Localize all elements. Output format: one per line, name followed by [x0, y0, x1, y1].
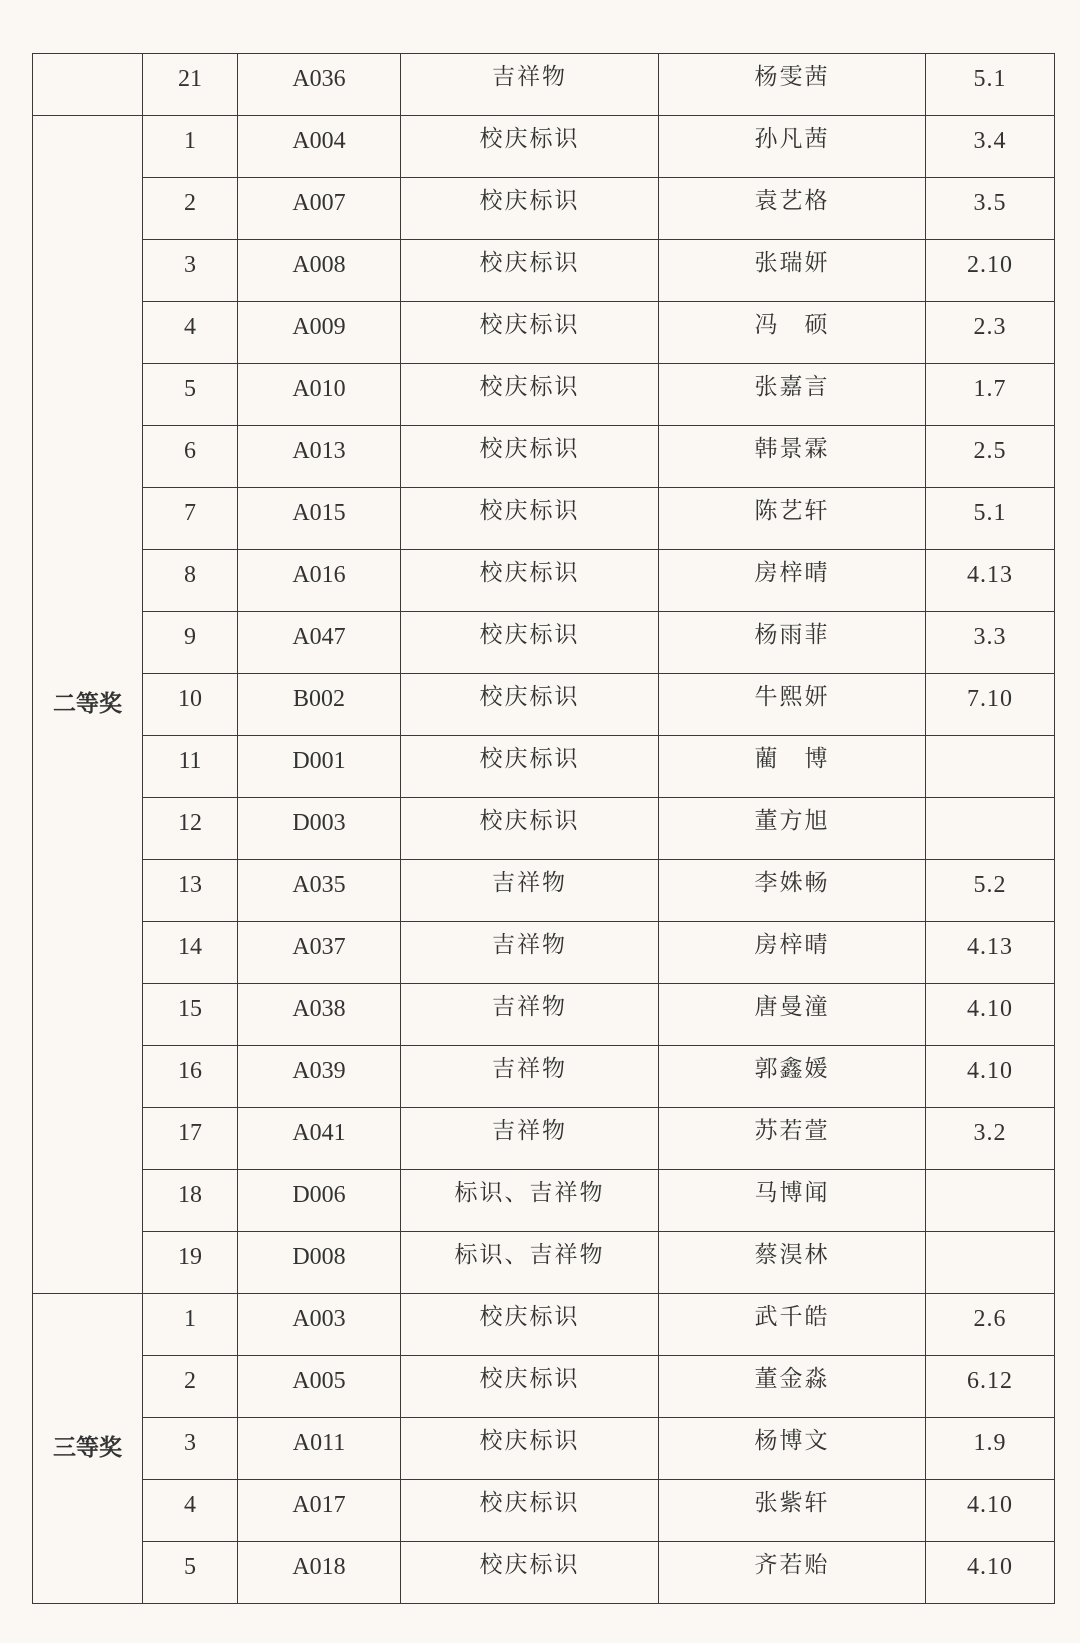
- award-level-cell: [33, 1294, 143, 1604]
- entry-number-cell: [143, 1232, 238, 1294]
- student-name-cell: [659, 488, 926, 550]
- class-number: 2.6: [973, 1306, 1007, 1332]
- student-name-cell: [659, 54, 926, 116]
- table-row: [33, 178, 1055, 240]
- class-number-cell: [926, 674, 1055, 736]
- work-category: 标识、吉祥物: [454, 1180, 605, 1206]
- class-number: 5.1: [973, 66, 1007, 92]
- work-category-cell: [401, 1542, 659, 1604]
- entry-number: 4: [184, 314, 196, 340]
- class-number-cell: [926, 302, 1055, 364]
- class-number: 2.3: [973, 314, 1007, 340]
- work-category-cell: [401, 240, 659, 302]
- student-name: 蔡淏林: [754, 1242, 830, 1268]
- entry-number-cell: [143, 54, 238, 116]
- entry-number: 16: [178, 1058, 202, 1084]
- work-code: A018: [292, 1554, 346, 1580]
- entry-number-cell: [143, 550, 238, 612]
- table-row: [33, 860, 1055, 922]
- work-category: 校庆标识: [479, 1428, 580, 1454]
- entry-number-cell: [143, 1356, 238, 1418]
- work-code-cell: [238, 860, 401, 922]
- student-name: 齐若贻: [754, 1552, 830, 1578]
- table-row: [33, 612, 1055, 674]
- work-code: A039: [292, 1058, 346, 1084]
- work-category: 校庆标识: [479, 1490, 580, 1516]
- student-name: 陈艺轩: [754, 498, 830, 524]
- student-name: 董金淼: [754, 1366, 830, 1392]
- entry-number-cell: [143, 674, 238, 736]
- student-name: 牛熙妍: [754, 684, 830, 710]
- student-name-cell: [659, 1232, 926, 1294]
- entry-number: 4: [184, 1492, 196, 1518]
- entry-number: 6: [184, 438, 196, 464]
- work-code: A017: [292, 1492, 346, 1518]
- class-number-cell: [926, 116, 1055, 178]
- work-category-cell: [401, 922, 659, 984]
- entry-number-cell: [143, 302, 238, 364]
- entry-number: 9: [184, 624, 196, 650]
- entry-number: 5: [184, 1554, 196, 1580]
- work-category: 校庆标识: [479, 622, 580, 648]
- entry-number-cell: [143, 1046, 238, 1108]
- work-code-cell: [238, 54, 401, 116]
- class-number-cell: [926, 178, 1055, 240]
- entry-number: 14: [178, 934, 202, 960]
- work-category-cell: [401, 426, 659, 488]
- work-category: 校庆标识: [479, 684, 580, 710]
- work-code-cell: [238, 984, 401, 1046]
- table-row: [33, 1418, 1055, 1480]
- student-name: 韩景霖: [754, 436, 830, 462]
- entry-number-cell: [143, 1542, 238, 1604]
- entry-number-cell: [143, 984, 238, 1046]
- work-category: 校庆标识: [479, 250, 580, 276]
- table-row: [33, 488, 1055, 550]
- work-code-cell: [238, 426, 401, 488]
- student-name-cell: [659, 1356, 926, 1418]
- class-number: 5.2: [973, 872, 1007, 898]
- work-code-cell: [238, 1294, 401, 1356]
- student-name-cell: [659, 550, 926, 612]
- work-code: A038: [292, 996, 346, 1022]
- work-category-cell: [401, 798, 659, 860]
- student-name-cell: [659, 178, 926, 240]
- work-category-cell: [401, 302, 659, 364]
- award-level: 三等奖: [53, 1435, 122, 1461]
- entry-number: 3: [184, 1430, 196, 1456]
- student-name: 杨博文: [754, 1428, 830, 1454]
- table-row: [33, 1294, 1055, 1356]
- student-name-cell: [659, 116, 926, 178]
- award-level: 二等奖: [53, 691, 122, 717]
- student-name-cell: [659, 674, 926, 736]
- class-number: 7.10: [967, 686, 1013, 712]
- work-code: A004: [292, 128, 346, 154]
- class-number: 4.10: [967, 996, 1013, 1022]
- work-category: 吉祥物: [492, 932, 567, 958]
- class-number-cell: [926, 488, 1055, 550]
- work-code: D003: [292, 810, 346, 836]
- work-category: 校庆标识: [479, 374, 580, 400]
- class-number: 4.10: [967, 1492, 1013, 1518]
- table-row: [33, 1480, 1055, 1542]
- work-code: A011: [292, 1430, 346, 1456]
- entry-number-cell: [143, 240, 238, 302]
- class-number: 3.3: [973, 624, 1007, 650]
- class-number-cell: [926, 1170, 1055, 1232]
- class-number: [926, 1170, 1054, 1183]
- work-category-cell: [401, 1232, 659, 1294]
- student-name: 张紫轩: [754, 1490, 830, 1516]
- class-number: 4.13: [967, 562, 1013, 588]
- work-category-cell: [401, 860, 659, 922]
- entry-number-cell: [143, 1480, 238, 1542]
- entry-number-cell: [143, 860, 238, 922]
- entry-number-cell: [143, 798, 238, 860]
- table-row: [33, 1356, 1055, 1418]
- award-level-cell: [33, 116, 143, 1294]
- entry-number: 8: [184, 562, 196, 588]
- table-row: [33, 984, 1055, 1046]
- table-row: [33, 1232, 1055, 1294]
- class-number-cell: [926, 1232, 1055, 1294]
- table-body: [33, 54, 1055, 1604]
- entry-number: 5: [184, 376, 196, 402]
- entry-number: 15: [178, 996, 202, 1022]
- student-name: 马博闻: [754, 1180, 830, 1206]
- work-category: 吉祥物: [492, 1118, 567, 1144]
- class-number-cell: [926, 550, 1055, 612]
- work-category: 吉祥物: [492, 870, 567, 896]
- class-number: 2.10: [967, 252, 1013, 278]
- award-level-cell: [33, 54, 143, 116]
- work-category-cell: [401, 550, 659, 612]
- table-row: [33, 426, 1055, 488]
- student-name-cell: [659, 984, 926, 1046]
- table-row: [33, 550, 1055, 612]
- work-code: A047: [292, 624, 346, 650]
- table-row: [33, 364, 1055, 426]
- work-code-cell: [238, 1418, 401, 1480]
- table-row: [33, 1542, 1055, 1604]
- student-name: 武千皓: [754, 1304, 830, 1330]
- student-name-cell: [659, 860, 926, 922]
- student-name: 董方旭: [754, 808, 830, 834]
- work-code-cell: [238, 1356, 401, 1418]
- table-row: [33, 1108, 1055, 1170]
- entry-number: 19: [178, 1244, 202, 1270]
- class-number: 3.2: [973, 1120, 1007, 1146]
- entry-number: 10: [178, 686, 202, 712]
- work-code: A005: [292, 1368, 346, 1394]
- entry-number-cell: [143, 1108, 238, 1170]
- work-code-cell: [238, 1046, 401, 1108]
- student-name: 张嘉言: [754, 374, 830, 400]
- work-code: A041: [292, 1120, 346, 1146]
- class-number-cell: [926, 1480, 1055, 1542]
- class-number: 1.7: [973, 376, 1007, 402]
- work-category-cell: [401, 364, 659, 426]
- work-code-cell: [238, 178, 401, 240]
- work-code-cell: [238, 798, 401, 860]
- entry-number: 2: [184, 1368, 196, 1394]
- entry-number-cell: [143, 178, 238, 240]
- entry-number: 2: [184, 190, 196, 216]
- class-number: [926, 798, 1054, 811]
- class-number: 5.1: [973, 500, 1007, 526]
- class-number: 3.5: [973, 190, 1007, 216]
- work-code-cell: [238, 1480, 401, 1542]
- class-number-cell: [926, 1294, 1055, 1356]
- work-code-cell: [238, 116, 401, 178]
- work-category: 校庆标识: [479, 560, 580, 586]
- class-number-cell: [926, 1418, 1055, 1480]
- table-row: [33, 736, 1055, 798]
- class-number: 4.10: [967, 1554, 1013, 1580]
- class-number-cell: [926, 1046, 1055, 1108]
- table-row: [33, 302, 1055, 364]
- class-number-cell: [926, 612, 1055, 674]
- work-code-cell: [238, 612, 401, 674]
- table-row: [33, 674, 1055, 736]
- work-category: 校庆标识: [479, 746, 580, 772]
- work-code-cell: [238, 1108, 401, 1170]
- table-row: [33, 54, 1055, 116]
- entry-number-cell: [143, 736, 238, 798]
- work-category-cell: [401, 178, 659, 240]
- student-name-cell: [659, 1480, 926, 1542]
- work-code: A010: [292, 376, 346, 402]
- work-code: A003: [292, 1306, 346, 1332]
- work-code: A037: [292, 934, 346, 960]
- work-code: D008: [292, 1244, 346, 1270]
- entry-number: 18: [178, 1182, 202, 1208]
- student-name: 杨雨菲: [754, 622, 830, 648]
- student-name-cell: [659, 240, 926, 302]
- entry-number-cell: [143, 612, 238, 674]
- class-number: [926, 736, 1054, 749]
- work-category: 校庆标识: [479, 436, 580, 462]
- table-row: [33, 116, 1055, 178]
- work-code: A015: [292, 500, 346, 526]
- work-category: 校庆标识: [479, 1366, 580, 1392]
- class-number-cell: [926, 860, 1055, 922]
- work-category: 吉祥物: [492, 64, 567, 90]
- entry-number-cell: [143, 488, 238, 550]
- work-category-cell: [401, 54, 659, 116]
- work-code: A009: [292, 314, 346, 340]
- work-code-cell: [238, 1232, 401, 1294]
- entry-number: 11: [178, 748, 202, 774]
- class-number-cell: [926, 364, 1055, 426]
- work-category-cell: [401, 1480, 659, 1542]
- work-code: B002: [292, 686, 345, 712]
- student-name: 苏若萱: [754, 1118, 830, 1144]
- student-name-cell: [659, 1294, 926, 1356]
- student-name: 唐曼潼: [754, 994, 830, 1020]
- work-code: A008: [292, 252, 346, 278]
- student-name: 杨雯茜: [754, 64, 830, 90]
- table-row: [33, 798, 1055, 860]
- entry-number-cell: [143, 1170, 238, 1232]
- work-category: 校庆标识: [479, 808, 580, 834]
- award-table: [32, 53, 1055, 1604]
- work-code-cell: [238, 488, 401, 550]
- work-category-cell: [401, 1294, 659, 1356]
- class-number: 6.12: [967, 1368, 1013, 1394]
- class-number-cell: [926, 240, 1055, 302]
- work-category: 校庆标识: [479, 498, 580, 524]
- class-number: 2.5: [973, 438, 1007, 464]
- student-name-cell: [659, 426, 926, 488]
- work-code: D006: [292, 1182, 346, 1208]
- work-code: A016: [292, 562, 346, 588]
- student-name: 孙凡茜: [754, 126, 830, 152]
- work-code-cell: [238, 736, 401, 798]
- entry-number: 7: [184, 500, 196, 526]
- table-row: [33, 1046, 1055, 1108]
- work-category-cell: [401, 736, 659, 798]
- table-row: [33, 922, 1055, 984]
- work-code: D001: [292, 748, 346, 774]
- work-code-cell: [238, 364, 401, 426]
- work-code-cell: [238, 674, 401, 736]
- class-number-cell: [926, 984, 1055, 1046]
- class-number: 4.10: [967, 1058, 1013, 1084]
- entry-number: 21: [178, 66, 202, 92]
- class-number-cell: [926, 736, 1055, 798]
- entry-number: 17: [178, 1120, 202, 1146]
- class-number: 1.9: [973, 1430, 1007, 1456]
- work-category-cell: [401, 1418, 659, 1480]
- entry-number: 3: [184, 252, 196, 278]
- work-code-cell: [238, 550, 401, 612]
- work-category: 标识、吉祥物: [454, 1242, 605, 1268]
- table-row: [33, 240, 1055, 302]
- entry-number-cell: [143, 1418, 238, 1480]
- work-code-cell: [238, 302, 401, 364]
- work-category: 吉祥物: [492, 994, 567, 1020]
- work-category-cell: [401, 674, 659, 736]
- class-number-cell: [926, 1542, 1055, 1604]
- work-code: A036: [292, 66, 346, 92]
- student-name-cell: [659, 364, 926, 426]
- work-category-cell: [401, 1108, 659, 1170]
- work-category: 校庆标识: [479, 126, 580, 152]
- student-name-cell: [659, 798, 926, 860]
- work-category-cell: [401, 488, 659, 550]
- work-category: 校庆标识: [479, 188, 580, 214]
- work-code-cell: [238, 922, 401, 984]
- class-number-cell: [926, 798, 1055, 860]
- entry-number-cell: [143, 426, 238, 488]
- student-name: 李姝畅: [754, 870, 830, 896]
- work-category: 校庆标识: [479, 1552, 580, 1578]
- work-category: 校庆标识: [479, 1304, 580, 1330]
- entry-number: 13: [178, 872, 202, 898]
- work-code-cell: [238, 1542, 401, 1604]
- student-name-cell: [659, 1108, 926, 1170]
- work-code: A035: [292, 872, 346, 898]
- work-category-cell: [401, 612, 659, 674]
- work-category: 吉祥物: [492, 1056, 567, 1082]
- entry-number-cell: [143, 1294, 238, 1356]
- student-name: 房梓晴: [754, 560, 830, 586]
- student-name-cell: [659, 922, 926, 984]
- student-name-cell: [659, 302, 926, 364]
- student-name: 袁艺格: [754, 188, 830, 214]
- work-category-cell: [401, 1170, 659, 1232]
- class-number-cell: [926, 426, 1055, 488]
- student-name-cell: [659, 1170, 926, 1232]
- student-name-cell: [659, 736, 926, 798]
- entry-number: 12: [178, 810, 202, 836]
- work-category-cell: [401, 116, 659, 178]
- entry-number: 1: [184, 1306, 196, 1332]
- class-number-cell: [926, 922, 1055, 984]
- work-category-cell: [401, 1356, 659, 1418]
- entry-number-cell: [143, 922, 238, 984]
- class-number: 4.13: [967, 934, 1013, 960]
- class-number: 3.4: [973, 128, 1007, 154]
- student-name: 郭鑫媛: [754, 1056, 830, 1082]
- student-name: 冯 硕: [754, 312, 830, 338]
- work-category: 校庆标识: [479, 312, 580, 338]
- work-code: A013: [292, 438, 346, 464]
- student-name-cell: [659, 1418, 926, 1480]
- class-number: [926, 1232, 1054, 1245]
- student-name: 张瑞妍: [754, 250, 830, 276]
- work-code: A007: [292, 190, 346, 216]
- student-name-cell: [659, 1046, 926, 1108]
- work-category-cell: [401, 984, 659, 1046]
- work-category-cell: [401, 1046, 659, 1108]
- work-code-cell: [238, 240, 401, 302]
- class-number-cell: [926, 1108, 1055, 1170]
- student-name: 藺 博: [754, 746, 830, 772]
- entry-number-cell: [143, 116, 238, 178]
- work-code-cell: [238, 1170, 401, 1232]
- student-name-cell: [659, 1542, 926, 1604]
- student-name-cell: [659, 612, 926, 674]
- entry-number-cell: [143, 364, 238, 426]
- table-row: [33, 1170, 1055, 1232]
- student-name: 房梓晴: [754, 932, 830, 958]
- entry-number: 1: [184, 128, 196, 154]
- class-number-cell: [926, 1356, 1055, 1418]
- class-number-cell: [926, 54, 1055, 116]
